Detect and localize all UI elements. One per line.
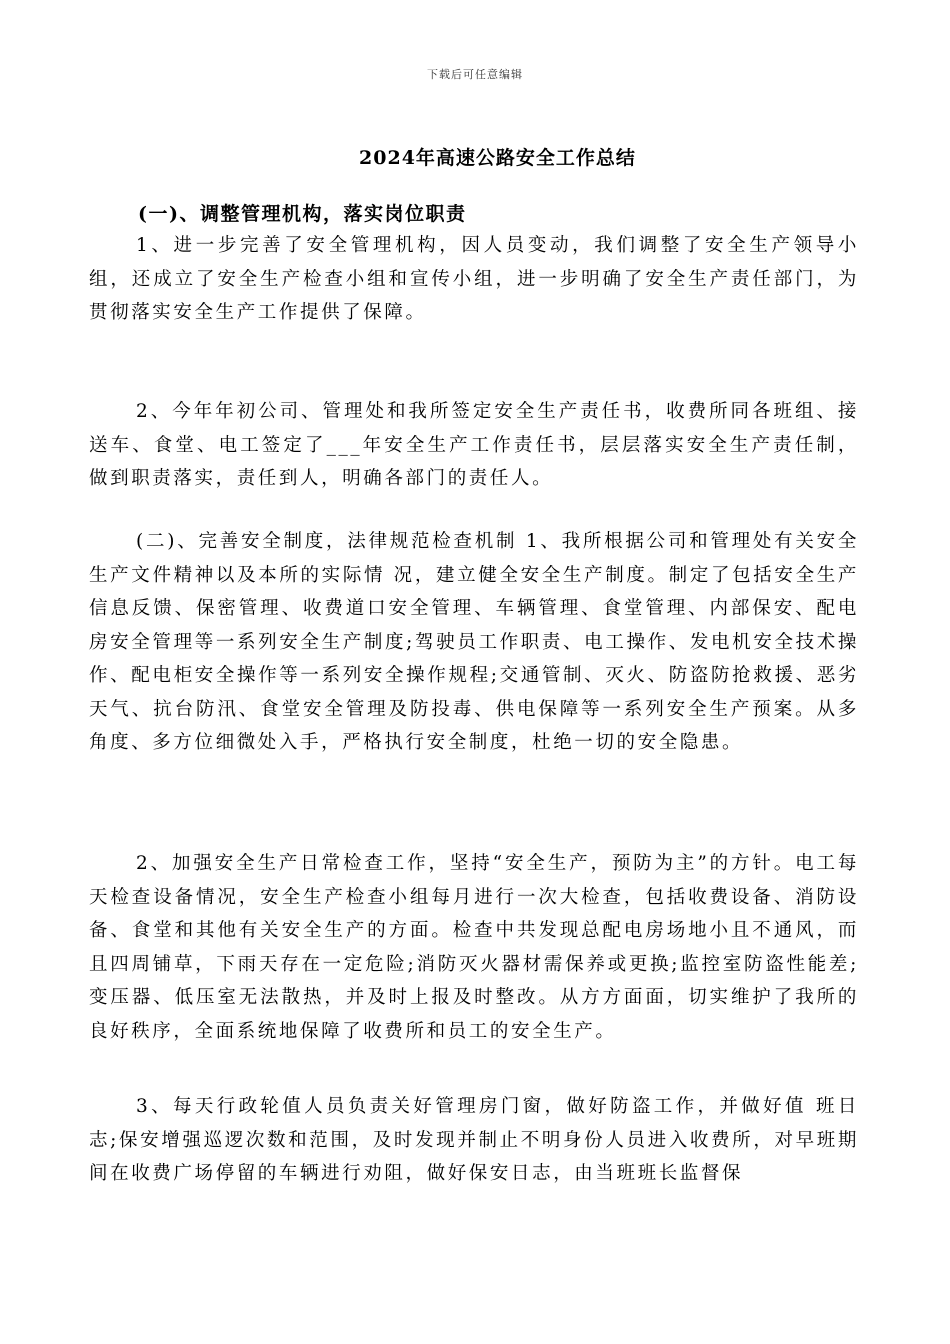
paragraph-1: 1、进一步完善了安全管理机构，因人员变动，我们调整了安全生产领导小组，还成立了安全生产检查小组和宣传小组，进一步明确了安全生产责任部门，为贯彻落实安全生产工作提供了保障。 (89, 235, 859, 323)
document-title: 2024年高速公路安全工作总结 (359, 147, 636, 169)
header-note: 下载后可任意编辑 (427, 68, 523, 81)
paragraph-5: 3、每天行政轮值人员负责关好管理房门窗，做好防盗工作，并做好值 班日志;保安增强巡逻次数和范围，及时发现并制止不明身份人员进入收费所，对早班期间在收费广场停留的车辆进行劝阻，做好保安日志，由当班班长监督保 (89, 1096, 859, 1184)
paragraph-4: 2、加强安全生产日常检查工作，坚持“安全生产，预防为主”的方针。电工每天检查设备情况，安全生产检查小组每月进行一次大检查，包括收费设备、消防设备、食堂和其他有关安全生产的方面。检查中共发现总配电房场地小且不通风，而且四周铺草，下雨天存在一定危险;消防灭火器材需保养或更换;监控室防盗性能差;变压器、低压室无法散热，并及时上报及时整改。从方方面面，切实维护了我所的良好秩序，全面系统地保障了收费所和员工的安全生产。 (89, 853, 859, 1042)
section-heading: (一)、调整管理机构，落实岗位职责 (138, 203, 467, 225)
paragraph-2: 2、今年年初公司、管理处和我所签定安全生产责任书，收费所同各班组、接送车、食堂、电工签定了___年安全生产工作责任书，层层落实安全生产责任制，做到职责落实，责任到人，明确各部门的责任人。 (89, 401, 859, 489)
paragraph-3: (二)、完善安全制度，法律规范检查机制 1、我所根据公司和管理处有关安全生产文件精神以及本所的实际情 况，建立健全安全生产制度。制定了包括安全生产信息反馈、保密管理、收费道口安全管理、车辆管理、食堂管理、内部保安、配电房安全管理等一系列安全生产制度;驾驶员工作职责、电工操作、发电机安全技术操作、配电柜安全操作等一系列安全操作规程;交通管制、灭火、防盗防抢救援、恶劣天气、抗台防汛、食堂安全管理及防投毒、供电保障等一系列安全生产预案。从多角度、多方位细微处入手，严格执行安全制度，杜绝一切的安全隐患。 (89, 531, 859, 753)
